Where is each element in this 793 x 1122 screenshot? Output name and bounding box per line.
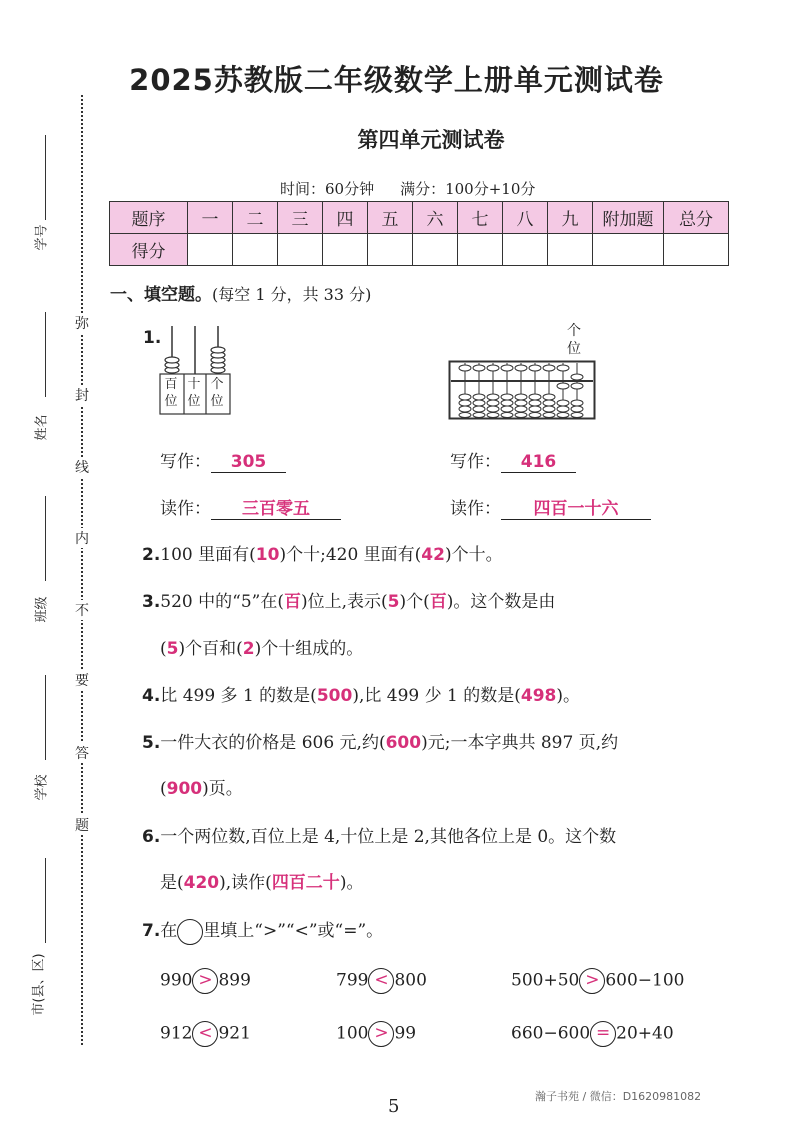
score-header-cell: 四 <box>323 202 368 234</box>
compare-right: 899 <box>218 970 251 991</box>
seal-char: 不 <box>75 600 89 620</box>
q6-text: 一个两位数,百位上是 4,十位上是 2,其他各位上是 0。这个数 <box>160 827 617 847</box>
q3-text: )。这个数是由 <box>446 592 556 612</box>
score-header-cell: 一 <box>188 202 233 234</box>
side-label-student-id: 学号 <box>34 224 50 251</box>
seal-char: 弥 <box>75 313 89 333</box>
q6-answer-1[interactable]: 420 <box>183 873 220 893</box>
q7-text: 里填上“>”“<”或“=”。 <box>203 921 384 941</box>
q6-text: 是( <box>160 873 184 893</box>
seal-char: 线 <box>75 457 89 477</box>
q5-answer-1[interactable]: 600 <box>385 733 422 753</box>
q3-text: ( <box>160 639 167 659</box>
q2-text: 100 里面有( <box>160 545 256 565</box>
read-label: 读作： <box>160 499 211 519</box>
exam-info <box>280 178 561 199</box>
compare-sign[interactable]: > <box>368 1021 394 1047</box>
q5-number: 5. <box>142 733 161 753</box>
question-4 <box>142 681 580 706</box>
q6-text: ),读作( <box>219 873 272 893</box>
compare-left: 912 <box>160 1023 193 1044</box>
question-5-line2 <box>160 774 243 799</box>
q4-text: ),比 499 少 1 的数是( <box>352 686 521 706</box>
compare-sign[interactable]: > <box>192 968 218 994</box>
compare-left: 100 <box>336 1023 369 1044</box>
unit-subtitle: 第四单元测试卷 <box>357 128 505 152</box>
seal-char: 封 <box>75 385 89 405</box>
score-table-header <box>110 202 729 234</box>
q4-answer-1[interactable]: 500 <box>316 686 353 706</box>
q3-text: )个( <box>399 592 430 612</box>
score-header-cell: 附加题 <box>593 202 664 234</box>
compare-sign[interactable]: < <box>192 1021 218 1047</box>
score-cell[interactable] <box>278 234 323 266</box>
score-header-cell: 五 <box>368 202 413 234</box>
seal-char: 要 <box>75 670 89 690</box>
q3-answer-5[interactable]: 2 <box>242 639 255 659</box>
seal-char: 题 <box>75 815 89 835</box>
q3-number: 3. <box>142 592 161 612</box>
watermark: 瀚子书苑 / 微信：D1620981082 <box>535 1090 702 1103</box>
compare-item <box>160 1021 251 1047</box>
write-label: 写作： <box>450 452 501 472</box>
empty-circle-icon <box>177 919 203 945</box>
q3-answer-2[interactable]: 5 <box>387 592 400 612</box>
compare-left: 990 <box>160 970 193 991</box>
q7-text: 在 <box>160 921 178 941</box>
q6-number: 6. <box>142 827 161 847</box>
q3-answer-3[interactable]: 百 <box>429 592 447 612</box>
time-limit: 时间：60分钟 <box>280 180 375 198</box>
side-label-city: 市(县、区) <box>31 953 47 1016</box>
binding-dotted-line <box>81 95 83 1045</box>
score-cell[interactable] <box>458 234 503 266</box>
q3-text: 520 中的“5”在( <box>160 592 284 612</box>
chinese-abacus-icon <box>448 360 596 420</box>
compare-right: 921 <box>218 1023 251 1044</box>
compare-left: 799 <box>336 970 369 991</box>
score-header-cell: 三 <box>278 202 323 234</box>
page-number: 5 <box>388 1096 400 1117</box>
score-cell[interactable] <box>368 234 413 266</box>
compare-right: 99 <box>394 1023 417 1044</box>
compare-left: 660−600 <box>511 1023 591 1044</box>
score-row-label: 得分 <box>110 234 188 266</box>
seal-char: 答 <box>75 743 89 763</box>
q2-number: 2. <box>142 545 161 565</box>
q7-number: 7. <box>142 921 161 941</box>
score-header-cell: 八 <box>503 202 548 234</box>
score-cell[interactable] <box>548 234 593 266</box>
q6-text: )。 <box>339 873 364 893</box>
abacus-label-ones: 个位 <box>210 377 224 409</box>
section-title: 一、填空题。 <box>110 285 212 305</box>
q4-text: 比 499 多 1 的数是( <box>160 686 317 706</box>
compare-right: 20+40 <box>616 1023 674 1044</box>
score-table-row <box>110 234 729 266</box>
q4-answer-2[interactable]: 498 <box>520 686 557 706</box>
q3-text: )个百和( <box>178 639 243 659</box>
side-label-class: 班级 <box>34 596 50 623</box>
compare-item <box>336 1021 416 1047</box>
compare-right: 600−100 <box>605 970 685 991</box>
side-label-name: 姓名 <box>34 414 50 441</box>
q2-text: )个十。 <box>444 545 503 565</box>
answer-read-2[interactable]: 四百一十六 <box>501 494 651 520</box>
q5-text: ( <box>160 779 167 799</box>
q3-answer-4[interactable]: 5 <box>166 639 179 659</box>
section-note: (每空 1 分，共 33 分) <box>212 285 372 304</box>
full-score: 满分：100分+10分 <box>400 180 536 198</box>
q1-write-2 <box>450 447 576 473</box>
compare-sign[interactable]: = <box>590 1021 616 1047</box>
write-label: 写作： <box>160 452 211 472</box>
score-header-cell: 六 <box>413 202 458 234</box>
question-3 <box>142 587 555 612</box>
score-cell[interactable] <box>503 234 548 266</box>
score-header-cell: 七 <box>458 202 503 234</box>
score-cell[interactable] <box>593 234 664 266</box>
score-cell[interactable] <box>664 234 729 266</box>
compare-sign[interactable]: < <box>368 968 394 994</box>
score-cell[interactable] <box>413 234 458 266</box>
abacus-label-tens: 十位 <box>187 377 201 409</box>
q3-text: )位上,表示( <box>300 592 388 612</box>
score-cell[interactable] <box>188 234 233 266</box>
q3-answer-1[interactable]: 百 <box>283 592 301 612</box>
compare-item <box>336 968 427 994</box>
score-header-cell: 题序 <box>110 202 188 234</box>
abacus-label-hundreds: 百位 <box>164 377 178 409</box>
question-6 <box>142 822 616 847</box>
compare-right: 800 <box>394 970 427 991</box>
q4-text: )。 <box>556 686 581 706</box>
question-3-line2 <box>160 634 363 659</box>
seal-char: 内 <box>75 528 89 548</box>
q5-text: )元;一本字典共 897 页,约 <box>421 733 619 753</box>
q2-text: )个十;420 里面有( <box>279 545 422 565</box>
q5-answer-2[interactable]: 900 <box>166 779 203 799</box>
section-heading <box>110 280 371 305</box>
question-6-line2 <box>160 868 363 893</box>
q1-number: 1. <box>143 328 162 348</box>
q2-answer-1[interactable]: 10 <box>255 545 280 565</box>
answer-read-1[interactable]: 三百零五 <box>211 494 341 520</box>
abacus2-label-ones: 个位 <box>567 323 581 357</box>
score-header-cell: 九 <box>548 202 593 234</box>
compare-item <box>511 968 684 994</box>
compare-item <box>511 1021 674 1047</box>
q1-read-2 <box>450 494 651 520</box>
question-2 <box>142 540 503 565</box>
score-table <box>109 201 729 266</box>
score-header-cell: 二 <box>233 202 278 234</box>
q5-text: 一件大衣的价格是 606 元,约( <box>160 733 386 753</box>
score-cell[interactable] <box>323 234 368 266</box>
answer-write-1[interactable]: 305 <box>211 452 286 473</box>
score-header-cell: 总分 <box>664 202 729 234</box>
q5-text: )页。 <box>202 779 243 799</box>
side-label-school: 学校 <box>34 774 50 801</box>
compare-sign[interactable]: > <box>579 968 605 994</box>
q1-read-1 <box>160 494 341 520</box>
answer-write-2[interactable]: 416 <box>501 452 576 473</box>
question-5 <box>142 728 618 753</box>
q6-answer-2[interactable]: 四百二十 <box>271 873 340 893</box>
compare-left: 500+50 <box>511 970 580 991</box>
q3-text: )个十组成的。 <box>254 639 364 659</box>
compare-item <box>160 968 251 994</box>
score-cell[interactable] <box>233 234 278 266</box>
question-7 <box>142 916 383 945</box>
q4-number: 4. <box>142 686 161 706</box>
q1-write-1 <box>160 447 286 473</box>
q2-answer-2[interactable]: 42 <box>421 545 445 565</box>
page-title: 2025苏教版二年级数学上册单元测试卷 <box>129 63 664 97</box>
read-label: 读作： <box>450 499 501 519</box>
